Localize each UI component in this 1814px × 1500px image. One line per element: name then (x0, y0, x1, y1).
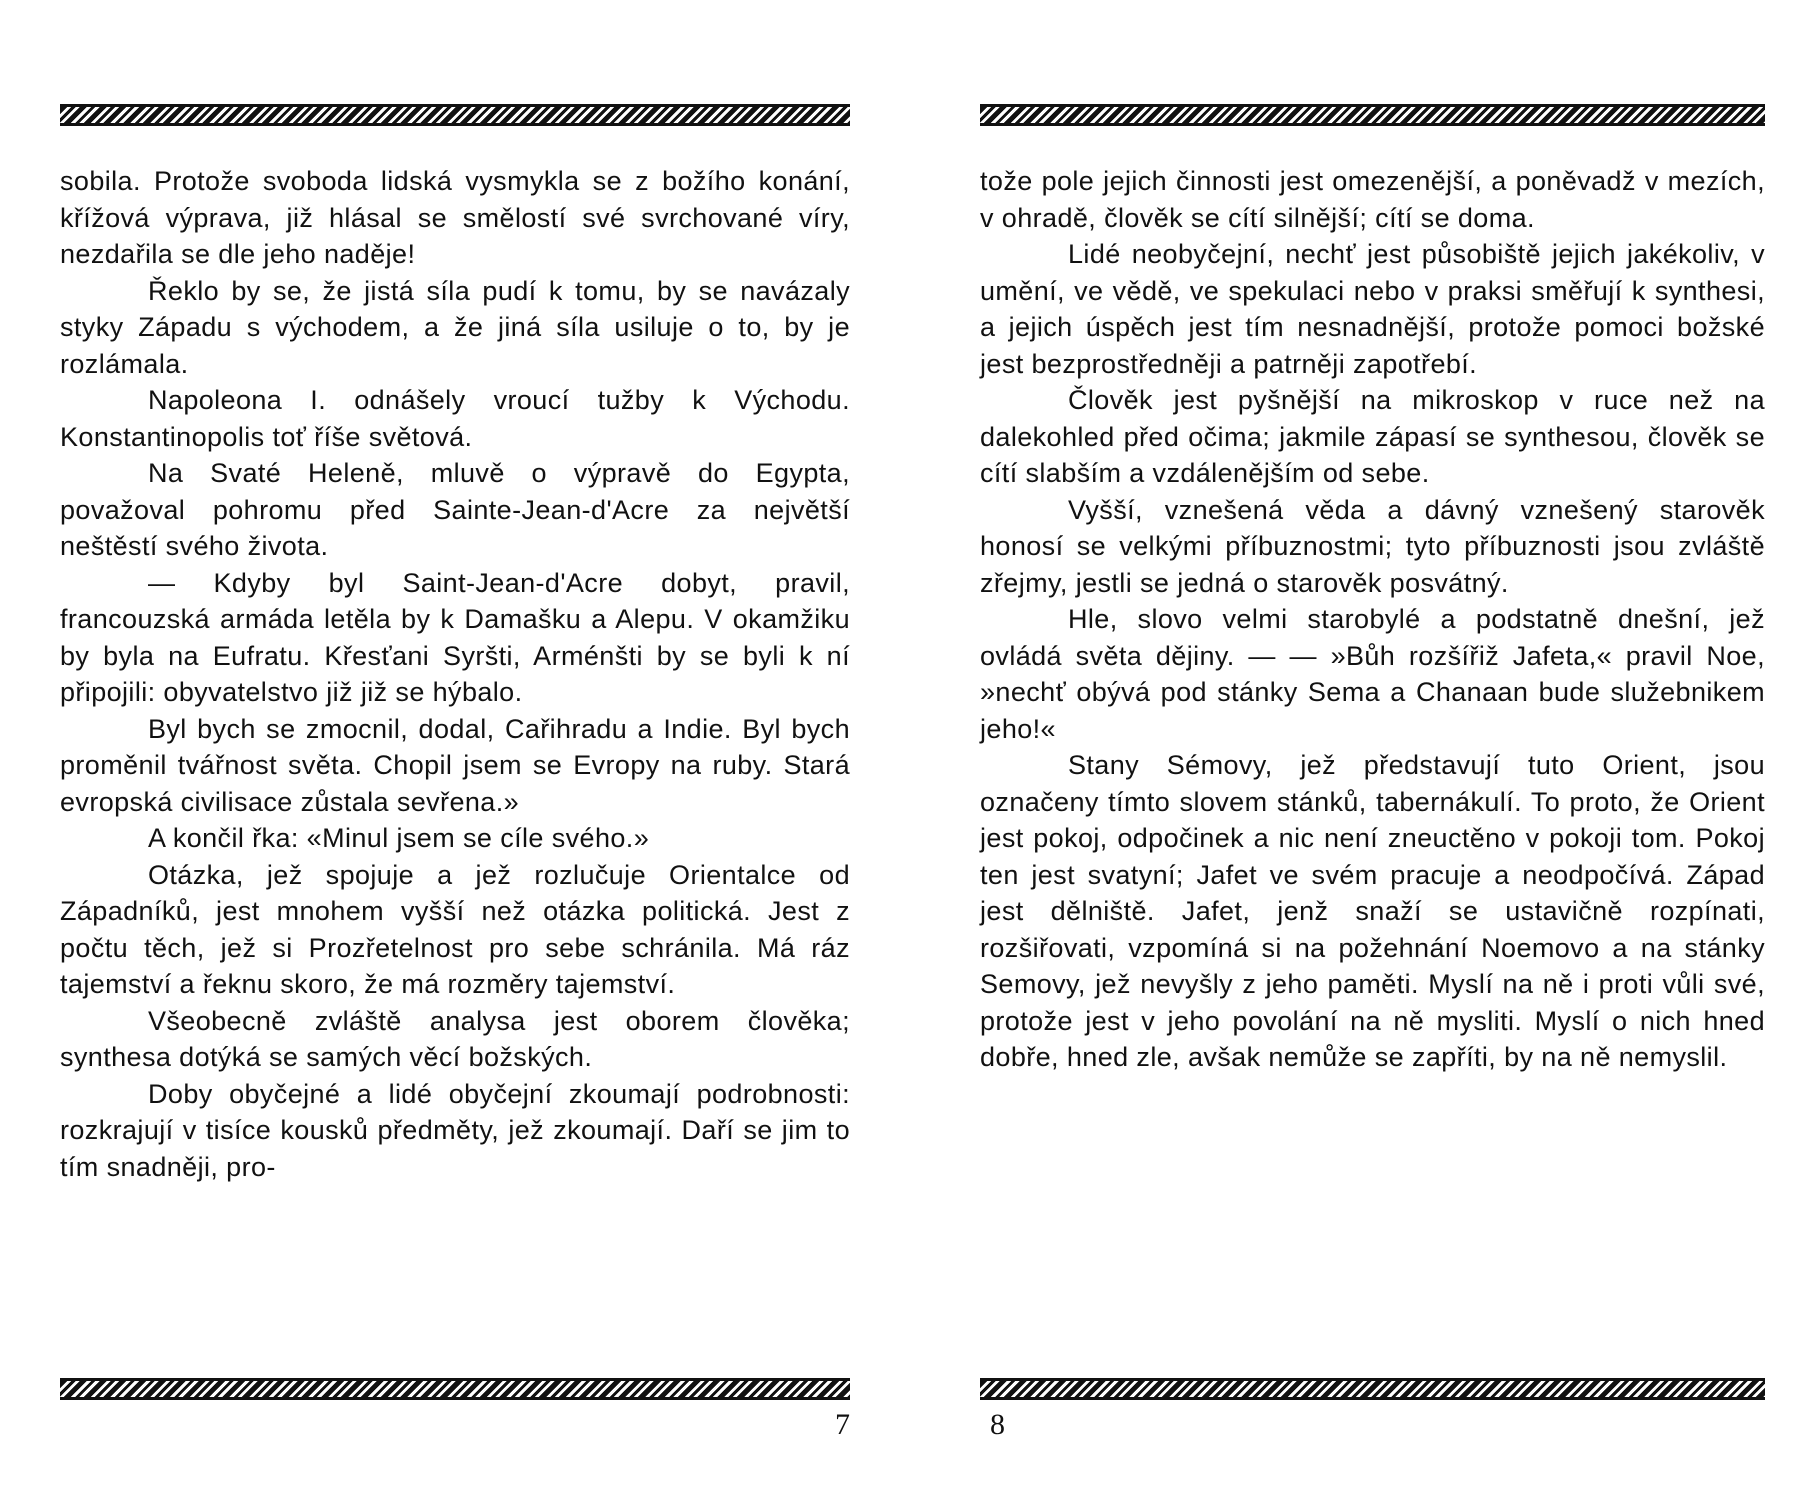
left-page (60, 0, 850, 1500)
paragraph: Hle, slovo velmi starobylé a podstatně dnešní, jež ovládá světa dějiny. — — »Bůh rozšířiž Jafeta,« pravil Noe, »nechť obývá pod stánky Sema a Chanaan bude služebnikem jeho!« (980, 604, 1765, 744)
paragraph: Napoleona I. odnášely vroucí tužby k Východu. Konstantinopolis toť říše světová. (60, 385, 850, 452)
paragraph: Člověk jest pyšnější na mikroskop v ruce než na dalekohled před očima; jakmile zápasí se synthesou, člověk se cítí slabším a vzdálenějším od sebe. (980, 385, 1765, 488)
paragraph: — Kdyby byl Saint-Jean-d'Acre dobyt, pravil, francouzská armáda letěla by k Damašku a Alepu. V okamžiku by byla na Eufratu. Křesťani Syršti, Arménšti by se byli k ní připojili: obyvatelstvo již již se hýbalo. (60, 567, 850, 707)
bottom-ornament-border (980, 1378, 1765, 1400)
paragraph: Byl bych se zmocnil, dodal, Cařihradu a Indie. Byl bych proměnil tvářnost světa. Chopil jsem se Evropy na ruby. Stará evropská civilisace zůstala sevřena.» (60, 713, 850, 817)
paragraph: A končil řka: «Minul jsem se cíle svého.» (148, 823, 650, 853)
paragraph: Všeobecně zvláště analysa jest oborem člověka; synthesa dotýká se samých věcí božských. (60, 1005, 850, 1072)
page-number: 7 (835, 1408, 850, 1441)
paragraph: Stany Sémovy, jež představují tuto Orient, jsou označeny tímto slovem stánků, tabernákulí. To proto, že Orient jest pokoj, odpočinek a nic není zneuctěno v pokoji tom. Pokoj ten jest svatyní; Jafet ve svém pracuje a neodpočívá. Západ jest dělniště. Jafet, jenž snaží se ustavičně rozpínati, rozšiřovati, vzpomíná si na požehnání Noemovo a na stánky Semovy, jež nevyšly z jeho paměti. Myslí na ně i proti vůli své, protože jest v jeho povolání na ně mysliti. Myslí o nich hned dobře, hned zle, avšak nemůže se zapříti, by na ně nemyslil. (980, 750, 1765, 1072)
top-ornament-border (60, 104, 850, 126)
paragraph: Řeklo by se, že jistá síla pudí k tomu, by se navázaly styky Západu s východem, a že jiná síla usiluje o to, by je rozlámala. (60, 275, 850, 379)
left-page-text (60, 163, 850, 1185)
paragraph: tože pole jejich činnosti jest omezenější, a poněvadž v mezích, v ohradě, člověk se cítí silnější; cítí se doma. (980, 166, 1765, 233)
top-ornament-border (980, 104, 1765, 126)
paragraph: Otázka, jež spojuje a jež rozlučuje Orientalce od Západníků, jest mnohem vyšší než otázka politická. Jest z počtu těch, jež si Prozřetelnost pro sebe schránila. Má ráz tajemství a řeknu skoro, že má rozměry tajemství. (60, 859, 850, 999)
paragraph: Vyšší, vznešená věda a dávný vznešený starověk honosí se velkými příbuznostmi; tyto příbuznosti jsou zvláště zřejmy, jestli se jedná o starověk posvátný. (980, 494, 1765, 598)
paragraph: Na Svaté Heleně, mluvě o výpravě do Egypta, považoval pohromu před Sainte-Jean-d'Acre za největší neštěstí svého života. (60, 458, 850, 561)
page-number: 8 (990, 1408, 1005, 1441)
right-page-text (980, 163, 1765, 1076)
paragraph: Doby obyčejné a lidé obyčejní zkoumají podrobnosti: rozkrajují v tisíce kousků předměty, jež zkoumají. Daří se jim to tím snadněji, pro- (60, 1078, 850, 1182)
right-page (980, 0, 1765, 1500)
paragraph: sobila. Protože svoboda lidská vysmykla se z božího konání, křížová výprava, již hlásal se smělostí své svrchované víry, nezdařila se dle jeho naděje! (60, 166, 850, 269)
bottom-ornament-border (60, 1378, 850, 1400)
paragraph: Lidé neobyčejní, nechť jest působiště jejich jakékoliv, v umění, ve vědě, ve spekulaci nebo v praksi směřují k synthesi, a jejich úspěch jest tím nesnadnější, protože pomoci božské jest bezprostředněji a patrněji zapotřebí. (980, 239, 1765, 379)
